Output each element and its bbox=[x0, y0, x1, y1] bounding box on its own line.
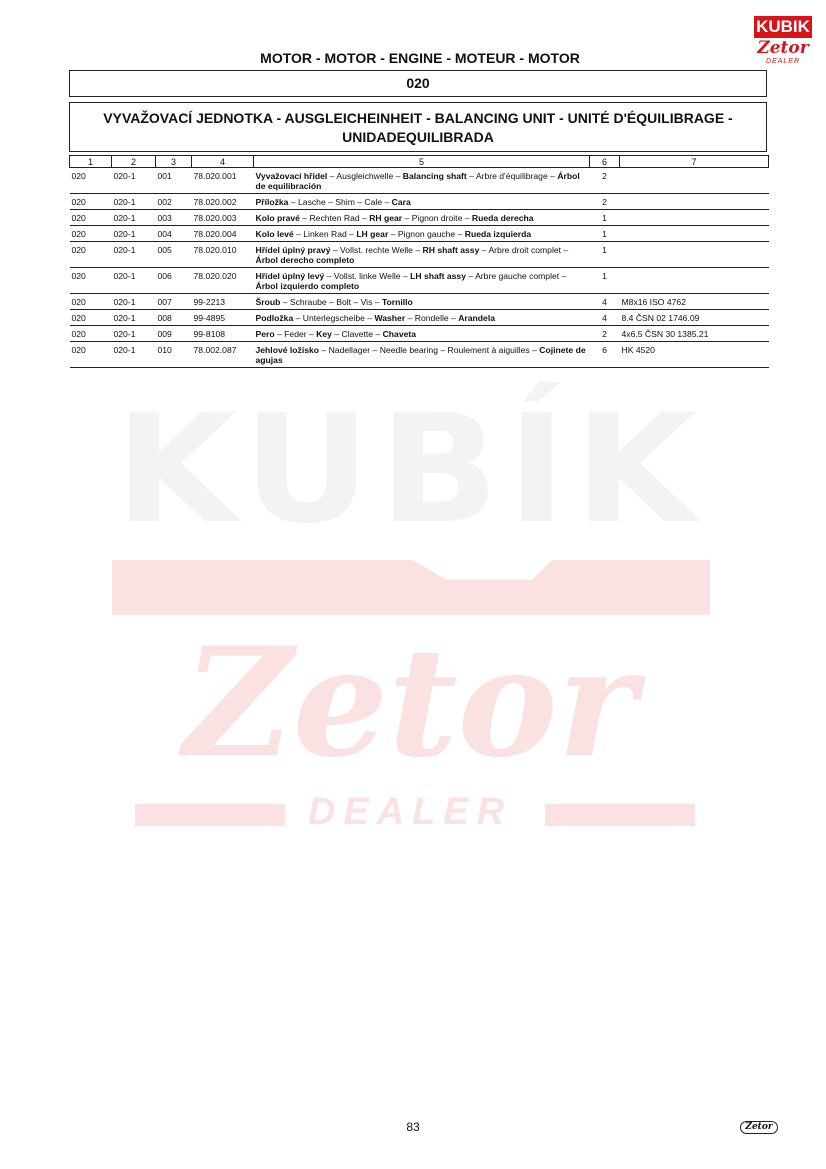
cell-part-number: 78.020.003 bbox=[192, 210, 254, 226]
description-es: Chaveta bbox=[382, 329, 417, 339]
cell-description bbox=[254, 210, 590, 226]
description-en: RH shaft assy bbox=[422, 245, 480, 255]
table-row bbox=[70, 168, 769, 194]
cell-note bbox=[620, 194, 769, 210]
description-en: Balancing shaft bbox=[402, 171, 467, 181]
table-row bbox=[70, 210, 769, 226]
description-es: Cara bbox=[391, 197, 411, 207]
description-name: Pero bbox=[255, 329, 275, 339]
table-row bbox=[70, 226, 769, 242]
cell-position: 001 bbox=[156, 168, 192, 194]
logo-zetor: Zetor bbox=[757, 38, 809, 58]
cell-group: 020 bbox=[70, 226, 112, 242]
cell-quantity: 1 bbox=[590, 268, 620, 294]
cell-note bbox=[620, 268, 769, 294]
watermark-zetor: Zetor bbox=[183, 615, 637, 791]
description-es: Cojinete de agujas bbox=[255, 345, 586, 365]
description-rest: – Unterlegscheibe – bbox=[293, 313, 375, 323]
table-row bbox=[70, 268, 769, 294]
cell-quantity: 1 bbox=[590, 242, 620, 268]
parts-table bbox=[69, 155, 769, 368]
cell-note: HK 4520 bbox=[620, 342, 769, 368]
column-header: 6 bbox=[590, 156, 620, 168]
cell-description bbox=[254, 226, 590, 242]
cell-note bbox=[620, 210, 769, 226]
description-en: Washer bbox=[374, 313, 406, 323]
cell-position: 008 bbox=[156, 310, 192, 326]
group-code: 020 bbox=[69, 70, 767, 97]
table-row bbox=[70, 310, 769, 326]
cell-group: 020 bbox=[70, 326, 112, 342]
cell-note: 8.4 ČSN 02 1746.09 bbox=[620, 310, 769, 326]
cell-group: 020 bbox=[70, 342, 112, 368]
description-rest: – Rechten Rad – bbox=[299, 213, 370, 223]
description-name: Kolo pravé bbox=[255, 213, 300, 223]
cell-position: 007 bbox=[156, 294, 192, 310]
cell-quantity: 1 bbox=[590, 226, 620, 242]
watermark-baseline bbox=[135, 800, 695, 830]
cell-part-number: 99-4895 bbox=[192, 310, 254, 326]
cell-note bbox=[620, 226, 769, 242]
description-es: Árbol derecho completo bbox=[255, 255, 355, 265]
description-es: Arandela bbox=[458, 313, 495, 323]
description-es: Rueda izquierda bbox=[464, 229, 532, 239]
description-name: Šroub bbox=[255, 297, 281, 307]
description-rest: – Lasche – Shim – Cale – bbox=[288, 197, 392, 207]
table-row bbox=[70, 194, 769, 210]
group-title-line1: VYVAŽOVACÍ JEDNOTKA - AUSGLEICHEINHEIT - BALANCING UNIT - UNITÉ D'ÉQUILIBRAGE - bbox=[103, 110, 733, 126]
cell-description bbox=[254, 194, 590, 210]
description-tail: – Rondelle – bbox=[405, 313, 459, 323]
cell-quantity: 1 bbox=[590, 210, 620, 226]
cell-quantity: 6 bbox=[590, 342, 620, 368]
cell-position: 002 bbox=[156, 194, 192, 210]
watermark-kubik: KUBÍK bbox=[115, 383, 705, 557]
description-name: Vyvažovací hřídel bbox=[255, 171, 328, 181]
description-rest: – Feder – bbox=[274, 329, 317, 339]
column-header: 5 bbox=[254, 156, 590, 168]
table-header bbox=[70, 156, 769, 168]
cell-description bbox=[254, 310, 590, 326]
logo-dealer: DEALER bbox=[765, 58, 800, 65]
description-name: Podložka bbox=[255, 313, 294, 323]
cell-quantity: 2 bbox=[590, 168, 620, 194]
description-rest: – Ausgleichwelle – bbox=[327, 171, 403, 181]
table-row bbox=[70, 326, 769, 342]
cell-subgroup: 020-1 bbox=[112, 268, 156, 294]
column-header: 3 bbox=[156, 156, 192, 168]
cell-quantity: 2 bbox=[590, 326, 620, 342]
cell-description bbox=[254, 242, 590, 268]
cell-position: 006 bbox=[156, 268, 192, 294]
cell-note bbox=[620, 242, 769, 268]
description-tail: – Clavette – bbox=[331, 329, 383, 339]
cell-subgroup: 020-1 bbox=[112, 194, 156, 210]
cell-position: 004 bbox=[156, 226, 192, 242]
description-es: Rueda derecha bbox=[471, 213, 534, 223]
cell-part-number: 78.020.020 bbox=[192, 268, 254, 294]
description-name: Hřídel úplný levý bbox=[255, 271, 325, 281]
cell-group: 020 bbox=[70, 242, 112, 268]
description-en: RH gear bbox=[369, 213, 403, 223]
cell-quantity: 4 bbox=[590, 294, 620, 310]
description-name: Příložka bbox=[255, 197, 289, 207]
cell-part-number: 78.020.010 bbox=[192, 242, 254, 268]
description-tail: – Pignon gauche – bbox=[388, 229, 465, 239]
cell-description bbox=[254, 294, 590, 310]
table-row bbox=[70, 242, 769, 268]
description-tail: – Arbre gauche complet – bbox=[466, 271, 567, 281]
cell-part-number: 78.020.002 bbox=[192, 194, 254, 210]
watermark-dealer: DEALER bbox=[307, 791, 513, 833]
description-name: Hřídel úplný pravý bbox=[255, 245, 331, 255]
cell-group: 020 bbox=[70, 310, 112, 326]
cell-note bbox=[620, 168, 769, 194]
cell-subgroup: 020-1 bbox=[112, 226, 156, 242]
page-number: 83 bbox=[406, 1120, 420, 1134]
description-en: Key bbox=[316, 329, 332, 339]
description-es: Árbol izquierdo completo bbox=[255, 281, 360, 291]
cell-subgroup: 020-1 bbox=[112, 168, 156, 194]
cell-note: M8x16 ISO 4762 bbox=[620, 294, 769, 310]
description-tail: – Arbre d'équilibrage – bbox=[466, 171, 558, 181]
description-rest: – Vollst. rechte Welle – bbox=[330, 245, 423, 255]
description-rest: – Schraube – Bolt – Vis – bbox=[280, 297, 382, 307]
footer-zetor-logo: Zetor bbox=[740, 1121, 778, 1134]
group-title bbox=[69, 102, 767, 152]
cell-part-number: 78.020.001 bbox=[192, 168, 254, 194]
description-es: Árbol de equilibración bbox=[255, 171, 580, 191]
cell-part-number: 78.020.004 bbox=[192, 226, 254, 242]
watermark-stripe bbox=[112, 560, 710, 615]
cell-group: 020 bbox=[70, 294, 112, 310]
page-heading: MOTOR - MOTOR - ENGINE - MOTEUR - MOTOR bbox=[260, 50, 580, 66]
description-tail: – Arbre droit complet – bbox=[479, 245, 569, 255]
cell-description bbox=[254, 168, 590, 194]
table-row bbox=[70, 294, 769, 310]
cell-part-number: 99-8108 bbox=[192, 326, 254, 342]
cell-quantity: 2 bbox=[590, 194, 620, 210]
cell-subgroup: 020-1 bbox=[112, 342, 156, 368]
cell-subgroup: 020-1 bbox=[112, 310, 156, 326]
column-header: 1 bbox=[70, 156, 112, 168]
cell-group: 020 bbox=[70, 268, 112, 294]
logo-kubik: KUBIK bbox=[754, 16, 812, 38]
cell-position: 010 bbox=[156, 342, 192, 368]
description-rest: – Linken Rad – bbox=[293, 229, 357, 239]
description-en: LH shaft assy bbox=[410, 271, 466, 281]
description-rest: – Vollst. linke Welle – bbox=[324, 271, 411, 281]
cell-subgroup: 020-1 bbox=[112, 326, 156, 342]
description-en: LH gear bbox=[356, 229, 389, 239]
cell-position: 009 bbox=[156, 326, 192, 342]
cell-subgroup: 020-1 bbox=[112, 242, 156, 268]
cell-part-number: 78.002.087 bbox=[192, 342, 254, 368]
group-title-line2: UNIDADEQUILIBRADA bbox=[342, 129, 494, 145]
column-header: 4 bbox=[192, 156, 254, 168]
column-header: 7 bbox=[620, 156, 769, 168]
description-name: Kolo levé bbox=[255, 229, 294, 239]
description-tail: – Pignon droite – bbox=[402, 213, 472, 223]
cell-group: 020 bbox=[70, 168, 112, 194]
column-header: 2 bbox=[112, 156, 156, 168]
description-name: Jehlové ložisko bbox=[255, 345, 320, 355]
cell-description bbox=[254, 342, 590, 368]
cell-position: 005 bbox=[156, 242, 192, 268]
cell-position: 003 bbox=[156, 210, 192, 226]
cell-quantity: 4 bbox=[590, 310, 620, 326]
table-row bbox=[70, 342, 769, 368]
cell-description bbox=[254, 268, 590, 294]
cell-group: 020 bbox=[70, 210, 112, 226]
cell-part-number: 99-2213 bbox=[192, 294, 254, 310]
description-es: Tornillo bbox=[381, 297, 413, 307]
cell-group: 020 bbox=[70, 194, 112, 210]
description-rest: – Nadellager – Needle bearing – Roulement à aiguilles – bbox=[319, 345, 540, 355]
cell-subgroup: 020-1 bbox=[112, 294, 156, 310]
cell-note: 4x6.5 ČSN 30 1385.21 bbox=[620, 326, 769, 342]
cell-subgroup: 020-1 bbox=[112, 210, 156, 226]
cell-description bbox=[254, 326, 590, 342]
